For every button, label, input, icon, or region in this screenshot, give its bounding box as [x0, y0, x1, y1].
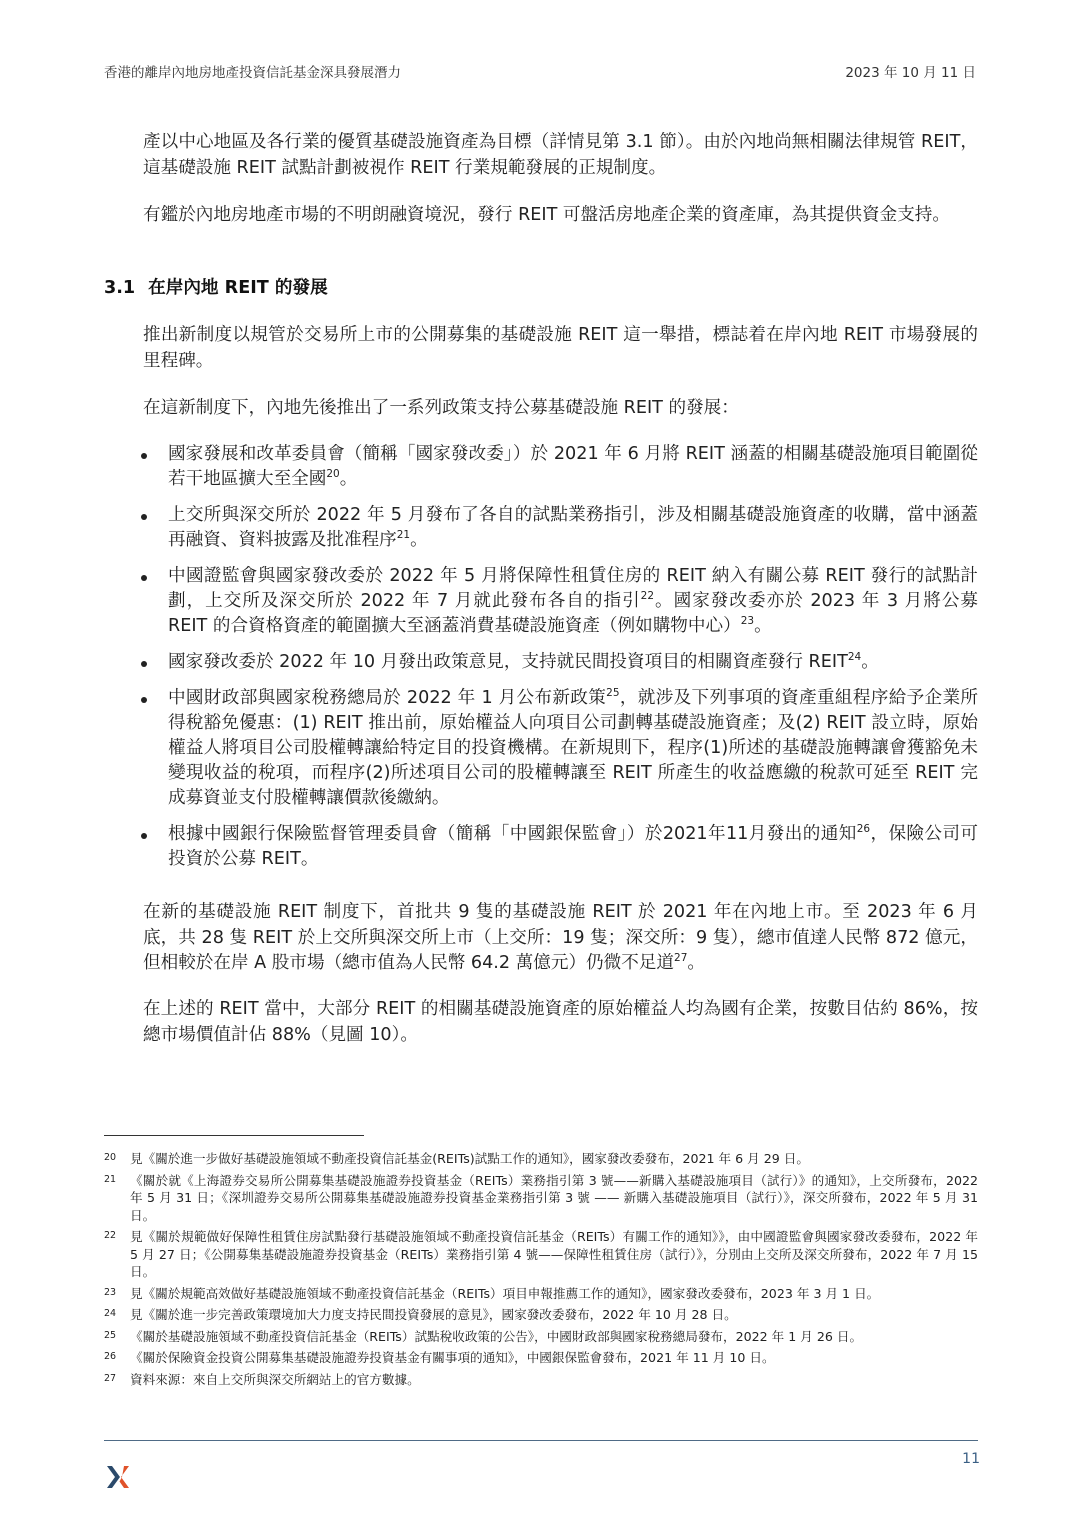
- bullet-dot: [141, 575, 147, 581]
- footnote-number: 26: [104, 1351, 117, 1362]
- footnote-text: 見《關於規範做好保障性租賃住房試點發行基礎設施領域不動產投資信託基金（REITs）有關工作的通知》》，由中國證監會與國家發改委發布，2022 年 5 月 27 日；《公開募集基礎設施證券投資基金（REITs）業務指引第 4 號——保障性租賃住房（試行）》，分別由上交所及深交所發布，2022 年 7 月 15 日。: [130, 1229, 978, 1279]
- footnote-divider: [104, 1135, 364, 1136]
- list-item: 根據中國銀行保險監督管理委員會（簡稱「中國銀保監會」）於2021年11月發出的通知$^{26}$，保險公司可投資於公募 REIT。: [143, 822, 978, 872]
- paragraph: 在這新制度下，內地先後推出了一系列政策支持公募基礎設施 REIT 的發展：: [143, 398, 739, 418]
- footnote: [104, 1172, 978, 1225]
- section-heading: [104, 274, 328, 299]
- footer-divider: [104, 1440, 978, 1441]
- section-number: 3.1: [104, 278, 136, 298]
- footnote-number: 21: [104, 1173, 117, 1185]
- list-item: 上交所與深交所於 2022 年 5 月發布了各自的試點業務指引，涉及相關基礎設施資產的收購，當中涵蓋再融資、資料披露及批准程序$^{21}$。: [143, 503, 978, 553]
- footnote-text: 《關於基礎設施領域不動產投資信託基金（REITs）試點稅收政策的公告》，中國財政部與國家稅務總局發布，2022 年 1 月 26 日。: [130, 1328, 863, 1344]
- footnote-number: 25: [104, 1329, 117, 1341]
- footnote-number: 22: [104, 1230, 117, 1241]
- bullet-dot: [141, 697, 147, 703]
- paragraph: 在新的基礎設施 REIT 制度下，首批共 9 隻的基礎設施 REIT 於 2021 年在內地上市。至 2023 年 6 月底，共 28 隻 REIT 於上交所與深交所上市（上交所：19 隻；深交所：9 隻），總市值達人民幣 872 億元，但相較於在岸 A 股市場（總市值為人民幣 64.2 萬億元）仍微不足道$^{27}$。: [143, 902, 978, 973]
- footnote-text: 《關於就《上海證券交易所公開募集基礎設施證券投資基金（REITs）業務指引第 3 號——新購入基礎設施項目（試行）》的通知》，上交所發布，2022 年 5 月 31 日；《深圳證券交易所公開募集基礎設施證券投資基金業務指引第 3 號 —— 新購入基礎設施項目（試行）》，深交所發布，2022 年 5 月 31 日。: [130, 1172, 978, 1223]
- footnote-number: 23: [104, 1286, 117, 1298]
- footnote: [104, 1371, 978, 1389]
- footnote-number: 27: [104, 1372, 117, 1384]
- bullet-dot: [141, 453, 147, 459]
- paragraph: 推出新制度以規管於交易所上市的公開募集的基礎設施 REIT 這一舉措，標誌着在岸內地 REIT 市場發展的里程碑。: [143, 325, 978, 371]
- policy-bullet-list: [143, 442, 978, 883]
- bullet-dot: [141, 661, 147, 667]
- bullet-dot: [141, 514, 147, 520]
- footnote-number: 24: [104, 1308, 117, 1319]
- page-number: 11: [962, 1451, 980, 1467]
- footnote: [104, 1328, 978, 1346]
- list-item: 中國財政部與國家稅務總局於 2022 年 1 月公布新政策$^{25}$，就涉及下列事項的資產重組程序給予企業所得稅豁免優惠：(1) REIT 推出前，原始權益人向項目公司劃轉基礎設施資產；及(2) REIT 設立時，原始權益人將項目公司股權轉讓給特定目的投資機構。在新規則下，程序(1)所述的基礎設施轉讓會獲豁免未變現收益的稅項，而程序(2)所述項目公司的股權轉讓至 REIT 所產生的收益應繳的稅款可延至 REIT 完成募資並支付股權轉讓價款後繳納。: [143, 686, 978, 811]
- paragraph: 產以中心地區及各行業的優質基礎設施資產為目標（詳情見第 3.1 節）。由於內地尚無相關法律規管 REIT，這基礎設施 REIT 試點計劃被視作 REIT 行業規範發展的正規制度。: [143, 132, 978, 178]
- list-item: 中國證監會與國家發改委於 2022 年 5 月將保障性租賃住房的 REIT 納入有關公募 REIT 發行的試點計劃，上交所及深交所於 2022 年 7 月就此發布各自的指引$^{22}$。國家發改委亦於 2023 年 3 月將公募 REIT 的合資格資產的範圍擴大至涵蓋消費基礎設施資產（例如購物中心）$^{23}$。: [143, 564, 978, 639]
- list-item: 國家發展和改革委員會（簡稱「國家發改委」）於 2021 年 6 月將 REIT 涵蓋的相關基礎設施項目範圍從若干地區擴大至全國$^{20}$。: [143, 442, 978, 492]
- list-item: 國家發改委於 2022 年 10 月發出政策意見，支持就民間投資項目的相關資產發行 REIT$^{24}$。: [143, 650, 978, 675]
- footnote-text: 資料來源：來自上交所與深交所網站上的官方數據。: [130, 1371, 420, 1387]
- header-title: 香港的離岸內地房地產投資信託基金深具發展潛力: [104, 65, 401, 81]
- section-title: 在岸內地 REIT 的發展: [148, 278, 328, 298]
- footnote-number: 20: [104, 1152, 117, 1163]
- hkex-x-logo-icon: [104, 1463, 132, 1491]
- paragraph: 在上述的 REIT 當中，大部分 REIT 的相關基礎設施資產的原始權益人均為國有企業，按數目估約 86%，按總市場價值計佔 88%（見圖 10）。: [143, 999, 978, 1045]
- footnote-text: 《關於保險資金投資公開募集基礎設施證券投資基金有關事項的通知》，中國銀保監會發布，2021 年 11 月 10 日。: [130, 1350, 775, 1365]
- footnote: [104, 1285, 978, 1303]
- bullet-dot: [141, 833, 147, 839]
- footnote-text: 見《關於規範高效做好基礎設施領域不動產投資信託基金（REITs）項目申報推薦工作的通知》，國家發改委發布，2023 年 3 月 1 日。: [130, 1285, 880, 1301]
- footnote: [104, 1228, 978, 1281]
- footnotes: [104, 1150, 978, 1392]
- footnote-text: 見《關於進一步做好基礎設施領域不動產投資信託基金(REITs)試點工作的通知》，國家發改委發布，2021 年 6 月 29 日。: [130, 1151, 809, 1166]
- footnote-text: 見《關於進一步完善政策環境加大力度支持民間投資發展的意見》，國家發改委發布，2022 年 10 月 28 日。: [130, 1307, 737, 1322]
- footnote: [104, 1150, 978, 1168]
- header-date: 2023 年 10 月 11 日: [845, 65, 976, 81]
- footnote: [104, 1349, 978, 1367]
- paragraph: 有鑑於內地房地產市場的不明朗融資境況，發行 REIT 可盤活房地產企業的資產庫，為其提供資金支持。: [143, 205, 950, 225]
- footnote: [104, 1306, 978, 1324]
